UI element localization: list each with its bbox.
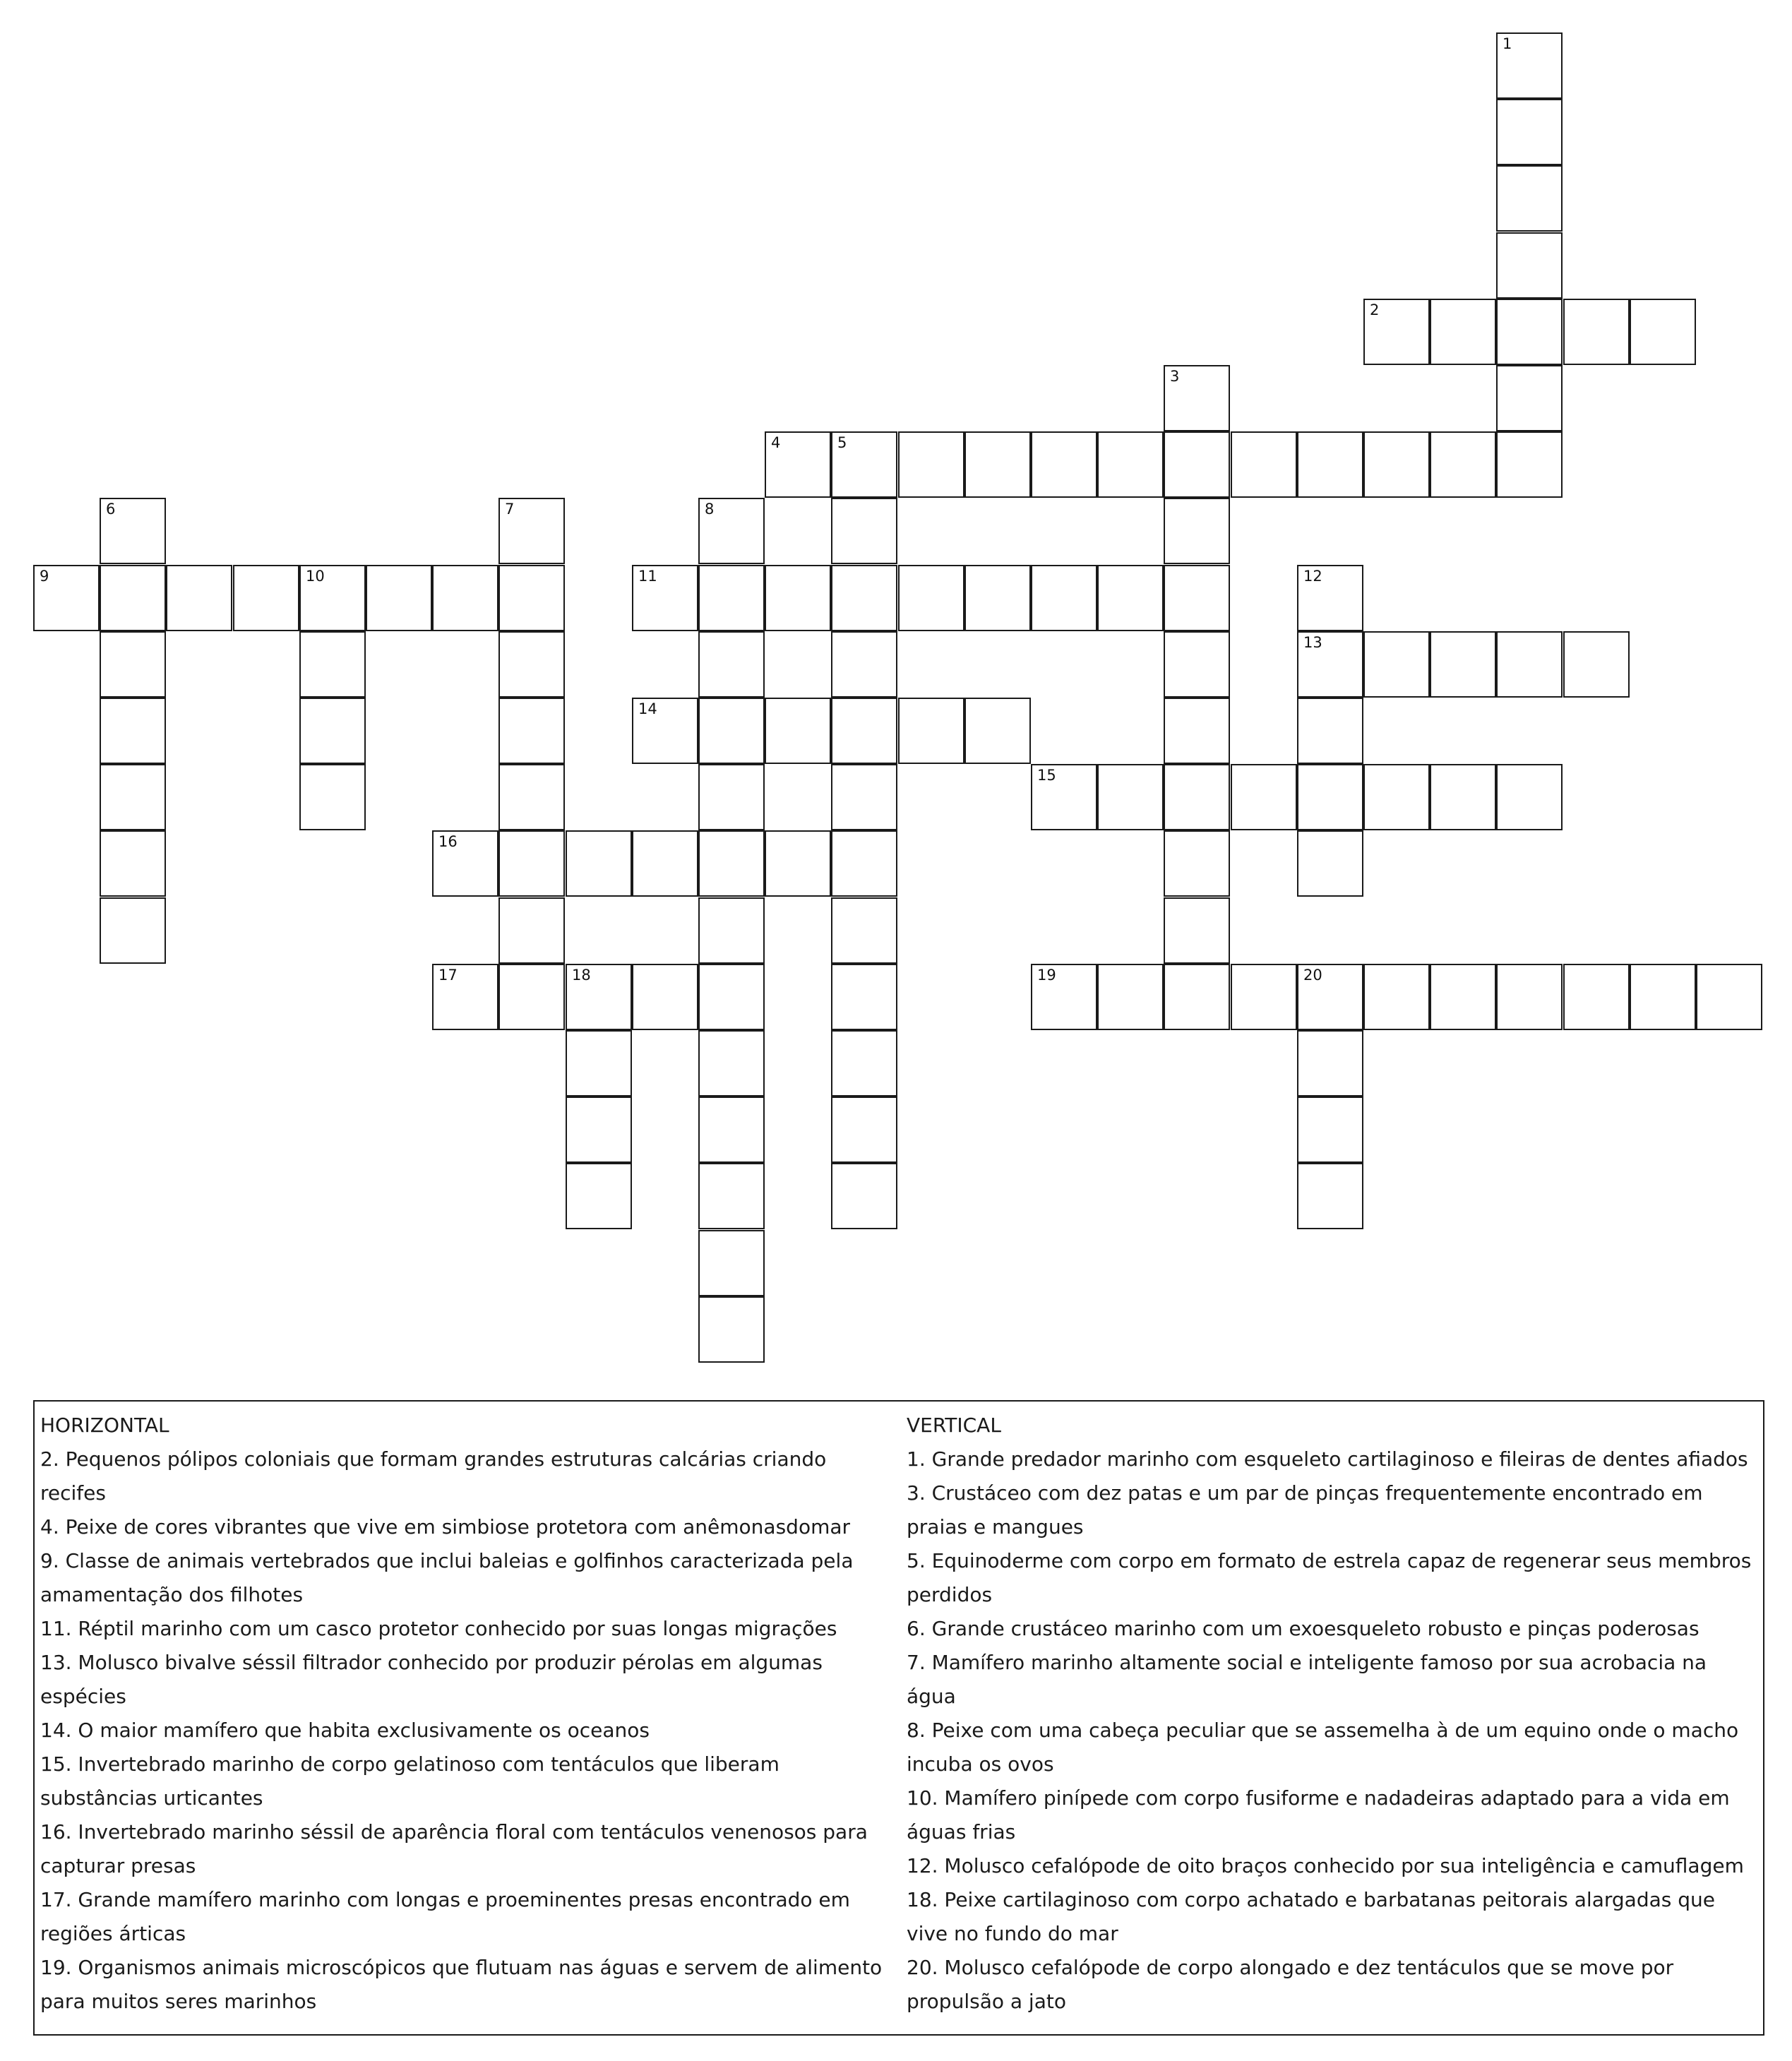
grid-cell[interactable] bbox=[698, 1030, 765, 1097]
grid-cell[interactable] bbox=[498, 897, 565, 964]
grid-cell[interactable] bbox=[1297, 565, 1363, 631]
grid-cell[interactable] bbox=[698, 698, 765, 764]
clues-box bbox=[33, 1400, 1764, 2036]
grid-cell[interactable] bbox=[100, 764, 166, 830]
grid-cell[interactable] bbox=[1164, 897, 1230, 964]
clue-item: 6. Grande crustáceo marinho com um exoesqueleto robusto e pinças poderosas bbox=[907, 1617, 1700, 1640]
grid-cell[interactable] bbox=[1496, 165, 1563, 232]
grid-cell[interactable] bbox=[831, 498, 897, 564]
grid-cell[interactable] bbox=[1164, 964, 1230, 1030]
grid-cell[interactable] bbox=[831, 764, 897, 830]
clue-item: 18. Peixe cartilaginoso com corpo achatado e barbatanas peitorais alargadas que vive no fundo do mar bbox=[907, 1888, 1715, 1945]
clue-item: 5. Equinoderme com corpo em formato de estrela capaz de regenerar seus membros perdidos bbox=[907, 1549, 1752, 1606]
grid-cell[interactable] bbox=[100, 565, 166, 631]
clue-number: 19 bbox=[1037, 967, 1056, 984]
clue-item: 19. Organismos animais microscópicos que flutuam nas águas e servem de alimento para muitos seres marinhos bbox=[40, 1956, 883, 2013]
clue-item: 8. Peixe com uma cabeça peculiar que se assemelha à de um equino onde o macho incuba os ovos bbox=[907, 1719, 1739, 1776]
grid-cell[interactable] bbox=[566, 1163, 632, 1229]
clue-number: 7 bbox=[505, 501, 515, 518]
grid-cell[interactable] bbox=[1563, 631, 1630, 698]
grid-cell[interactable] bbox=[566, 1097, 632, 1163]
grid-cell[interactable] bbox=[1363, 299, 1430, 365]
grid-cell[interactable] bbox=[432, 565, 498, 631]
clue-number: 20 bbox=[1303, 967, 1322, 984]
grid-cell[interactable] bbox=[166, 565, 232, 631]
grid-cell[interactable] bbox=[1363, 764, 1430, 830]
clue-number: 10 bbox=[306, 568, 325, 585]
grid-cell[interactable] bbox=[698, 1296, 765, 1363]
clue-number: 14 bbox=[638, 700, 657, 717]
grid-cell[interactable] bbox=[1231, 431, 1297, 498]
grid-cell[interactable] bbox=[831, 1030, 897, 1097]
grid-cell[interactable] bbox=[1164, 698, 1230, 764]
clue-item: 9. Classe de animais vertebrados que inclui baleias e golfinhos caracterizada pela amamentação dos filhotes bbox=[40, 1549, 854, 1606]
grid-cell[interactable] bbox=[1297, 631, 1363, 698]
grid-cell[interactable] bbox=[698, 964, 765, 1030]
grid-cell[interactable] bbox=[1297, 1163, 1363, 1229]
clue-item: 12. Molusco cefalópode de oito braços conhecido por sua inteligência e camuflagem bbox=[907, 1854, 1744, 1877]
grid-cell[interactable] bbox=[1363, 964, 1430, 1030]
grid-cell[interactable] bbox=[698, 565, 765, 631]
clue-number: 1 bbox=[1503, 35, 1512, 52]
grid-cell[interactable] bbox=[1496, 299, 1563, 365]
grid-cell[interactable] bbox=[898, 565, 964, 631]
grid-cell[interactable] bbox=[698, 1230, 765, 1296]
grid-cell[interactable] bbox=[1363, 431, 1430, 498]
grid-cell[interactable] bbox=[1496, 431, 1563, 498]
grid-cell[interactable] bbox=[1630, 299, 1696, 365]
grid-cell[interactable] bbox=[1031, 565, 1097, 631]
grid-cell[interactable] bbox=[898, 431, 964, 498]
grid-cell[interactable] bbox=[1097, 764, 1164, 830]
grid-cell[interactable] bbox=[299, 631, 366, 698]
grid-cell[interactable] bbox=[1563, 299, 1630, 365]
grid-cell[interactable] bbox=[831, 897, 897, 964]
horizontal-heading: HORIZONTAL bbox=[40, 1414, 169, 1437]
grid-cell[interactable] bbox=[1297, 431, 1363, 498]
grid-cell[interactable] bbox=[698, 830, 765, 897]
grid-cell[interactable] bbox=[1097, 964, 1164, 1030]
clue-item: 17. Grande mamífero marinho com longas e proeminentes presas encontrado em regiões árticas bbox=[40, 1888, 850, 1945]
grid-cell[interactable] bbox=[432, 830, 498, 897]
clue-number: 8 bbox=[705, 501, 715, 518]
grid-cell[interactable] bbox=[1297, 1030, 1363, 1097]
clue-item: 15. Invertebrado marinho de corpo gelatinoso com tentáculos que liberam substâncias urticantes bbox=[40, 1752, 779, 1810]
grid-cell[interactable] bbox=[1031, 431, 1097, 498]
grid-cell[interactable] bbox=[498, 964, 565, 1030]
clue-number: 6 bbox=[106, 501, 116, 518]
grid-cell[interactable] bbox=[1496, 232, 1563, 299]
grid-cell[interactable] bbox=[1430, 431, 1496, 498]
grid-cell[interactable] bbox=[100, 897, 166, 964]
clue-item: 2. Pequenos pólipos coloniais que formam grandes estruturas calcárias criando recifes bbox=[40, 1447, 827, 1505]
clue-item: 11. Réptil marinho com um casco protetor conhecido por suas longas migrações bbox=[40, 1617, 837, 1640]
grid-cell[interactable] bbox=[566, 830, 632, 897]
clue-number: 15 bbox=[1037, 767, 1056, 784]
clue-number: 4 bbox=[771, 434, 781, 451]
grid-cell[interactable] bbox=[831, 964, 897, 1030]
horizontal-clue-list bbox=[40, 1442, 888, 2019]
grid-cell[interactable] bbox=[1164, 631, 1230, 698]
grid-cell[interactable] bbox=[765, 830, 831, 897]
grid-cell[interactable] bbox=[831, 565, 897, 631]
grid-cell[interactable] bbox=[831, 1097, 897, 1163]
grid-cell[interactable] bbox=[100, 631, 166, 698]
clue-item: 4. Peixe de cores vibrantes que vive em simbiose protetora com anêmonasdomar bbox=[40, 1515, 851, 1539]
grid-cell[interactable] bbox=[1563, 964, 1630, 1030]
grid-cell[interactable] bbox=[1430, 631, 1496, 698]
grid-cell[interactable] bbox=[698, 498, 765, 564]
clue-number: 3 bbox=[1170, 368, 1180, 385]
grid-cell[interactable] bbox=[1496, 764, 1563, 830]
clue-number: 13 bbox=[1303, 634, 1322, 651]
grid-cell[interactable] bbox=[831, 1163, 897, 1229]
grid-cell[interactable] bbox=[632, 565, 698, 631]
grid-cell[interactable] bbox=[1297, 698, 1363, 764]
clue-item: 7. Mamífero marinho altamente social e inteligente famoso por sua acrobacia na água bbox=[907, 1651, 1707, 1708]
grid-cell[interactable] bbox=[1630, 964, 1696, 1030]
grid-cell[interactable] bbox=[1164, 365, 1230, 431]
grid-cell[interactable] bbox=[1297, 764, 1363, 830]
grid-cell[interactable] bbox=[1164, 764, 1230, 830]
grid-cell[interactable] bbox=[1164, 498, 1230, 564]
grid-cell[interactable] bbox=[1696, 964, 1762, 1030]
grid-cell[interactable] bbox=[1430, 764, 1496, 830]
grid-cell[interactable] bbox=[765, 431, 831, 498]
grid-cell[interactable] bbox=[432, 964, 498, 1030]
grid-cell[interactable] bbox=[1031, 764, 1097, 830]
grid-cell[interactable] bbox=[100, 830, 166, 897]
grid-cell[interactable] bbox=[831, 698, 897, 764]
grid-cell[interactable] bbox=[1164, 830, 1230, 897]
grid-cell[interactable] bbox=[100, 698, 166, 764]
grid-cell[interactable] bbox=[33, 565, 100, 631]
clue-number: 11 bbox=[638, 568, 657, 585]
clue-item: 1. Grande predador marinho com esqueleto cartilaginoso e fileiras de dentes afiados bbox=[907, 1447, 1748, 1471]
grid-cell[interactable] bbox=[1097, 565, 1164, 631]
grid-cell[interactable] bbox=[1097, 431, 1164, 498]
clue-item: 16. Invertebrado marinho séssil de aparência floral com tentáculos venenosos para capturar presas bbox=[40, 1820, 868, 1877]
grid-cell[interactable] bbox=[233, 565, 299, 631]
grid-cell[interactable] bbox=[698, 897, 765, 964]
grid-cell[interactable] bbox=[632, 698, 698, 764]
grid-cell[interactable] bbox=[366, 565, 432, 631]
clue-item: 20. Molusco cefalópode de corpo alongado e dez tentáculos que se move por propulsão a jato bbox=[907, 1956, 1674, 2013]
grid-cell[interactable] bbox=[498, 565, 565, 631]
clue-number: 2 bbox=[1370, 301, 1380, 318]
grid-cell[interactable] bbox=[831, 631, 897, 698]
grid-cell[interactable] bbox=[698, 1163, 765, 1229]
grid-cell[interactable] bbox=[698, 764, 765, 830]
grid-cell[interactable] bbox=[831, 431, 897, 498]
clue-number: 16 bbox=[438, 833, 458, 850]
clue-item: 3. Crustáceo com dez patas e um par de pinças frequentemente encontrado em praias e mangues bbox=[907, 1481, 1703, 1539]
vertical-heading: VERTICAL bbox=[907, 1414, 1001, 1437]
grid-cell[interactable] bbox=[765, 698, 831, 764]
grid-cell[interactable] bbox=[1231, 964, 1297, 1030]
grid-cell[interactable] bbox=[498, 631, 565, 698]
grid-cell[interactable] bbox=[831, 830, 897, 897]
grid-cell[interactable] bbox=[632, 964, 698, 1030]
grid-cell[interactable] bbox=[566, 1030, 632, 1097]
grid-cell[interactable] bbox=[1496, 365, 1563, 431]
grid-cell[interactable] bbox=[1297, 830, 1363, 897]
grid-cell[interactable] bbox=[1164, 565, 1230, 631]
grid-cell[interactable] bbox=[299, 698, 366, 764]
grid-cell[interactable] bbox=[964, 431, 1031, 498]
horizontal-clues-column bbox=[40, 1409, 888, 2019]
grid-cell[interactable] bbox=[1297, 1097, 1363, 1163]
grid-cell[interactable] bbox=[1164, 431, 1230, 498]
grid-cell[interactable] bbox=[1430, 299, 1496, 365]
grid-cell[interactable] bbox=[964, 565, 1031, 631]
grid-cell[interactable] bbox=[1363, 631, 1430, 698]
vertical-clue-list bbox=[907, 1442, 1757, 2019]
grid-cell[interactable] bbox=[1496, 32, 1563, 99]
grid-cell[interactable] bbox=[1496, 631, 1563, 698]
vertical-clues-column bbox=[907, 1409, 1757, 2019]
grid-cell[interactable] bbox=[1430, 964, 1496, 1030]
grid-cell[interactable] bbox=[1297, 964, 1363, 1030]
grid-cell[interactable] bbox=[898, 698, 964, 764]
grid-cell[interactable] bbox=[498, 764, 565, 830]
clue-number: 18 bbox=[572, 967, 591, 984]
grid-cell[interactable] bbox=[100, 498, 166, 564]
grid-cell[interactable] bbox=[632, 830, 698, 897]
grid-cell[interactable] bbox=[1496, 964, 1563, 1030]
clue-item: 13. Molusco bivalve séssil filtrador conhecido por produzir pérolas em algumas espécies bbox=[40, 1651, 823, 1708]
clue-item: 10. Mamífero pinípede com corpo fusiforme e nadadeiras adaptado para a vida em águas frias bbox=[907, 1786, 1730, 1844]
grid-cell[interactable] bbox=[299, 764, 366, 830]
grid-cell[interactable] bbox=[698, 631, 765, 698]
grid-cell[interactable] bbox=[498, 698, 565, 764]
clue-item: 14. O maior mamífero que habita exclusivamente os oceanos bbox=[40, 1719, 650, 1742]
grid-cell[interactable] bbox=[1031, 964, 1097, 1030]
clue-number: 17 bbox=[438, 967, 458, 984]
grid-cell[interactable] bbox=[765, 565, 831, 631]
grid-cell[interactable] bbox=[698, 1097, 765, 1163]
grid-cell[interactable] bbox=[1231, 764, 1297, 830]
grid-cell[interactable] bbox=[1496, 99, 1563, 165]
grid-cell[interactable] bbox=[964, 698, 1031, 764]
grid-cell[interactable] bbox=[498, 830, 565, 897]
grid-cell[interactable] bbox=[299, 565, 366, 631]
clue-number: 5 bbox=[837, 434, 847, 451]
clue-number: 12 bbox=[1303, 568, 1322, 585]
grid-cell[interactable] bbox=[566, 964, 632, 1030]
grid-cell[interactable] bbox=[498, 498, 565, 564]
clue-number: 9 bbox=[40, 568, 49, 585]
